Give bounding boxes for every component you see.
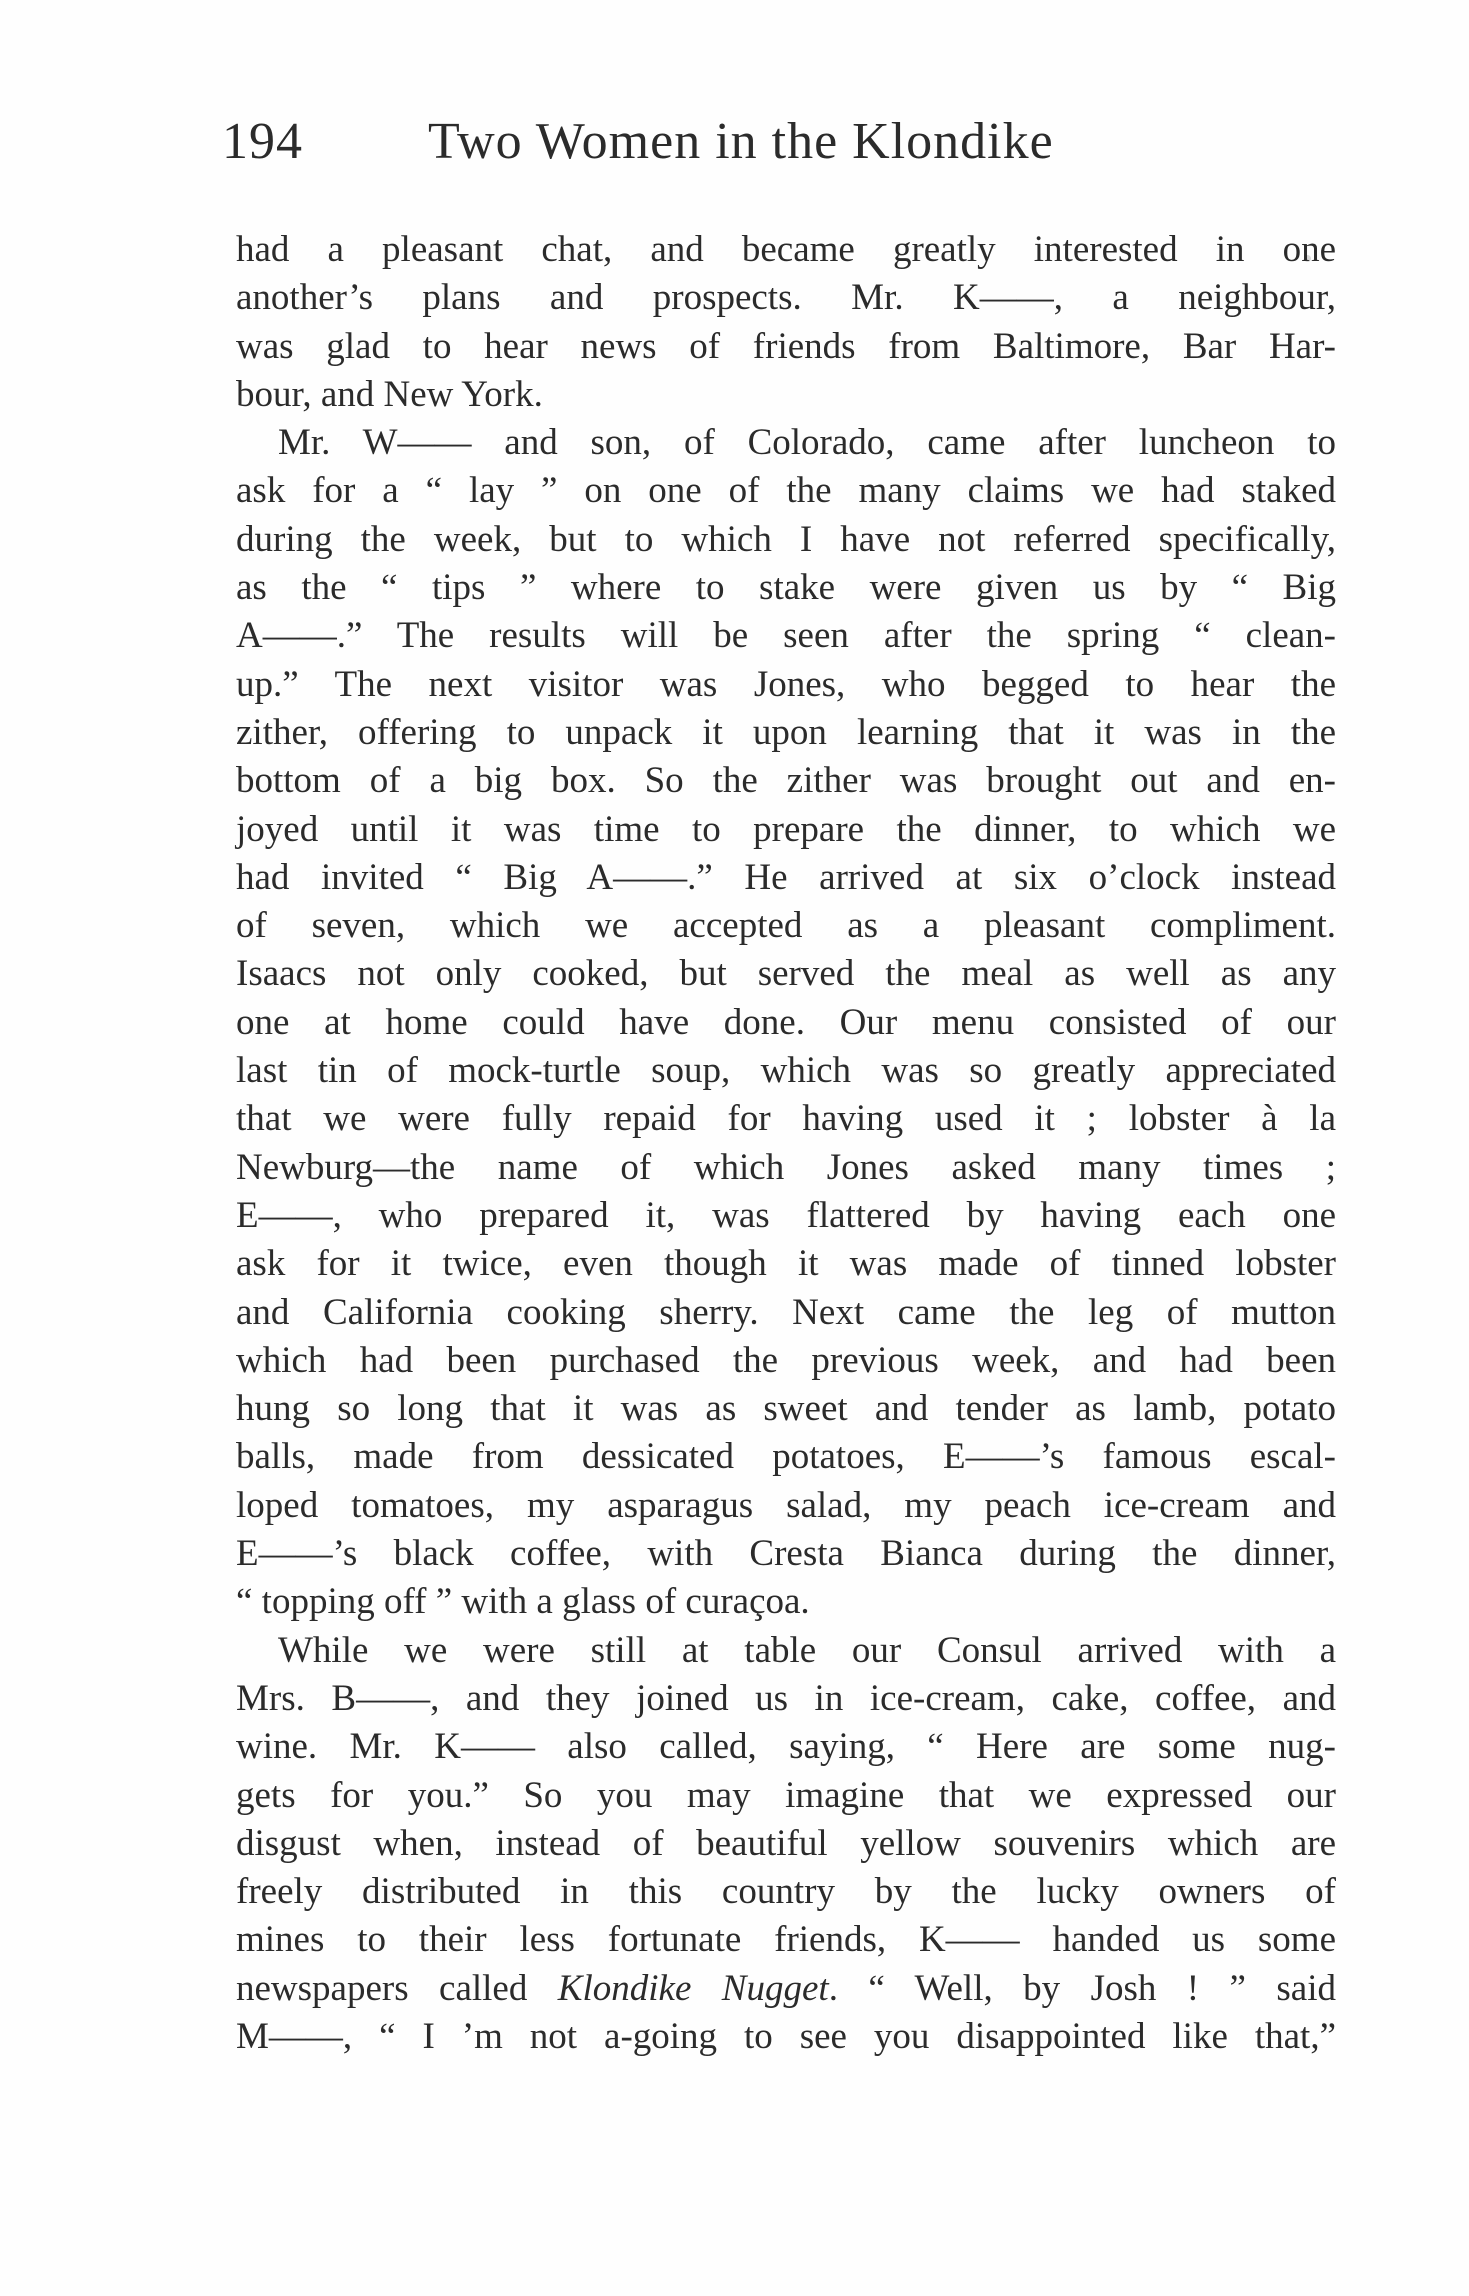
- text-line: Isaacs not only cooked, but served the meal as well as any: [236, 953, 1336, 995]
- body-text: [236, 226, 1336, 2061]
- text-line: loped tomatoes, my asparagus salad, my peach ice-cream and: [236, 1484, 1336, 1526]
- text-line: bour, and New York.: [236, 373, 543, 415]
- text-line: last tin of mock-turtle soup, which was so greatly appreciated: [236, 1050, 1336, 1092]
- text-line: Newburg—the name of which Jones asked many times ;: [236, 1146, 1336, 1188]
- text-line: While we were still at table our Consul arrived with a: [278, 1629, 1336, 1671]
- text-line: disgust when, instead of beautiful yellow souvenirs which are: [236, 1822, 1336, 1864]
- text-line: was glad to hear news of friends from Baltimore, Bar Har-: [236, 325, 1336, 367]
- text-line: during the week, but to which I have not referred specifically,: [236, 518, 1336, 560]
- text-line: another’s plans and prospects. Mr. K——, a neighbour,: [236, 277, 1336, 319]
- text-line: and California cooking sherry. Next came the leg of mutton: [236, 1291, 1336, 1333]
- text-line: Mrs. B——, and they joined us in ice-cream, cake, coffee, and: [236, 1677, 1336, 1719]
- text-line: zither, offering to unpack it upon learning that it was in the: [236, 711, 1336, 753]
- text-line: mines to their less fortunate friends, K—— handed us some: [236, 1919, 1336, 1961]
- text-line: E——, who prepared it, was flattered by having each one: [236, 1194, 1336, 1236]
- page-number: 194: [222, 113, 303, 170]
- text-line: balls, made from dessicated potatoes, E——’s famous escal-: [236, 1436, 1336, 1478]
- text-line: hung so long that it was as sweet and tender as lamb, potato: [236, 1388, 1336, 1430]
- text-line: up.” The next visitor was Jones, who begged to hear the: [236, 663, 1336, 705]
- running-header: [222, 112, 1342, 182]
- text-line: newspapers called Klondike Nugget. “ Well, by Josh ! ” said: [236, 1967, 1337, 2009]
- text-line: one at home could have done. Our menu consisted of our: [236, 1001, 1336, 1043]
- text-line: Mr. W—— and son, of Colorado, came after luncheon to: [278, 422, 1336, 464]
- text-line: gets for you.” So you may imagine that we expressed our: [236, 1774, 1336, 1816]
- text-line: M——, “ I ’m not a-going to see you disappointed like that,”: [236, 2015, 1336, 2057]
- text-line: ask for it twice, even though it was made of tinned lobster: [236, 1243, 1336, 1285]
- text-line: “ topping off ” with a glass of curaçoa.: [236, 1581, 810, 1623]
- newspaper-title: Klondike Nugget: [557, 1967, 829, 2009]
- text-line: wine. Mr. K—— also called, saying, “ Here are some nug-: [236, 1726, 1336, 1768]
- text-line: of seven, which we accepted as a pleasant compliment.: [236, 905, 1336, 947]
- text-line: freely distributed in this country by the lucky owners of: [236, 1871, 1336, 1913]
- text-line: that we were fully repaid for having used it ; lobster à la: [236, 1098, 1336, 1140]
- text-line: ask for a “ lay ” on one of the many claims we had staked: [236, 470, 1336, 512]
- text-line: E——’s black coffee, with Cresta Bianca during the dinner,: [236, 1533, 1336, 1575]
- text-line: had a pleasant chat, and became greatly interested in one: [236, 229, 1336, 270]
- text-line: bottom of a big box. So the zither was brought out and en-: [236, 760, 1336, 802]
- running-title: Two Women in the Klondike: [428, 113, 1054, 170]
- text-line: joyed until it was time to prepare the dinner, to which we: [236, 808, 1336, 850]
- text-line: A——.” The results will be seen after the spring “ clean-: [236, 615, 1336, 657]
- text-line: which had been purchased the previous week, and had been: [236, 1339, 1336, 1381]
- text-line: had invited “ Big A——.” He arrived at six o’clock instead: [236, 856, 1336, 898]
- text-line: as the “ tips ” where to stake were given us by “ Big: [236, 567, 1336, 609]
